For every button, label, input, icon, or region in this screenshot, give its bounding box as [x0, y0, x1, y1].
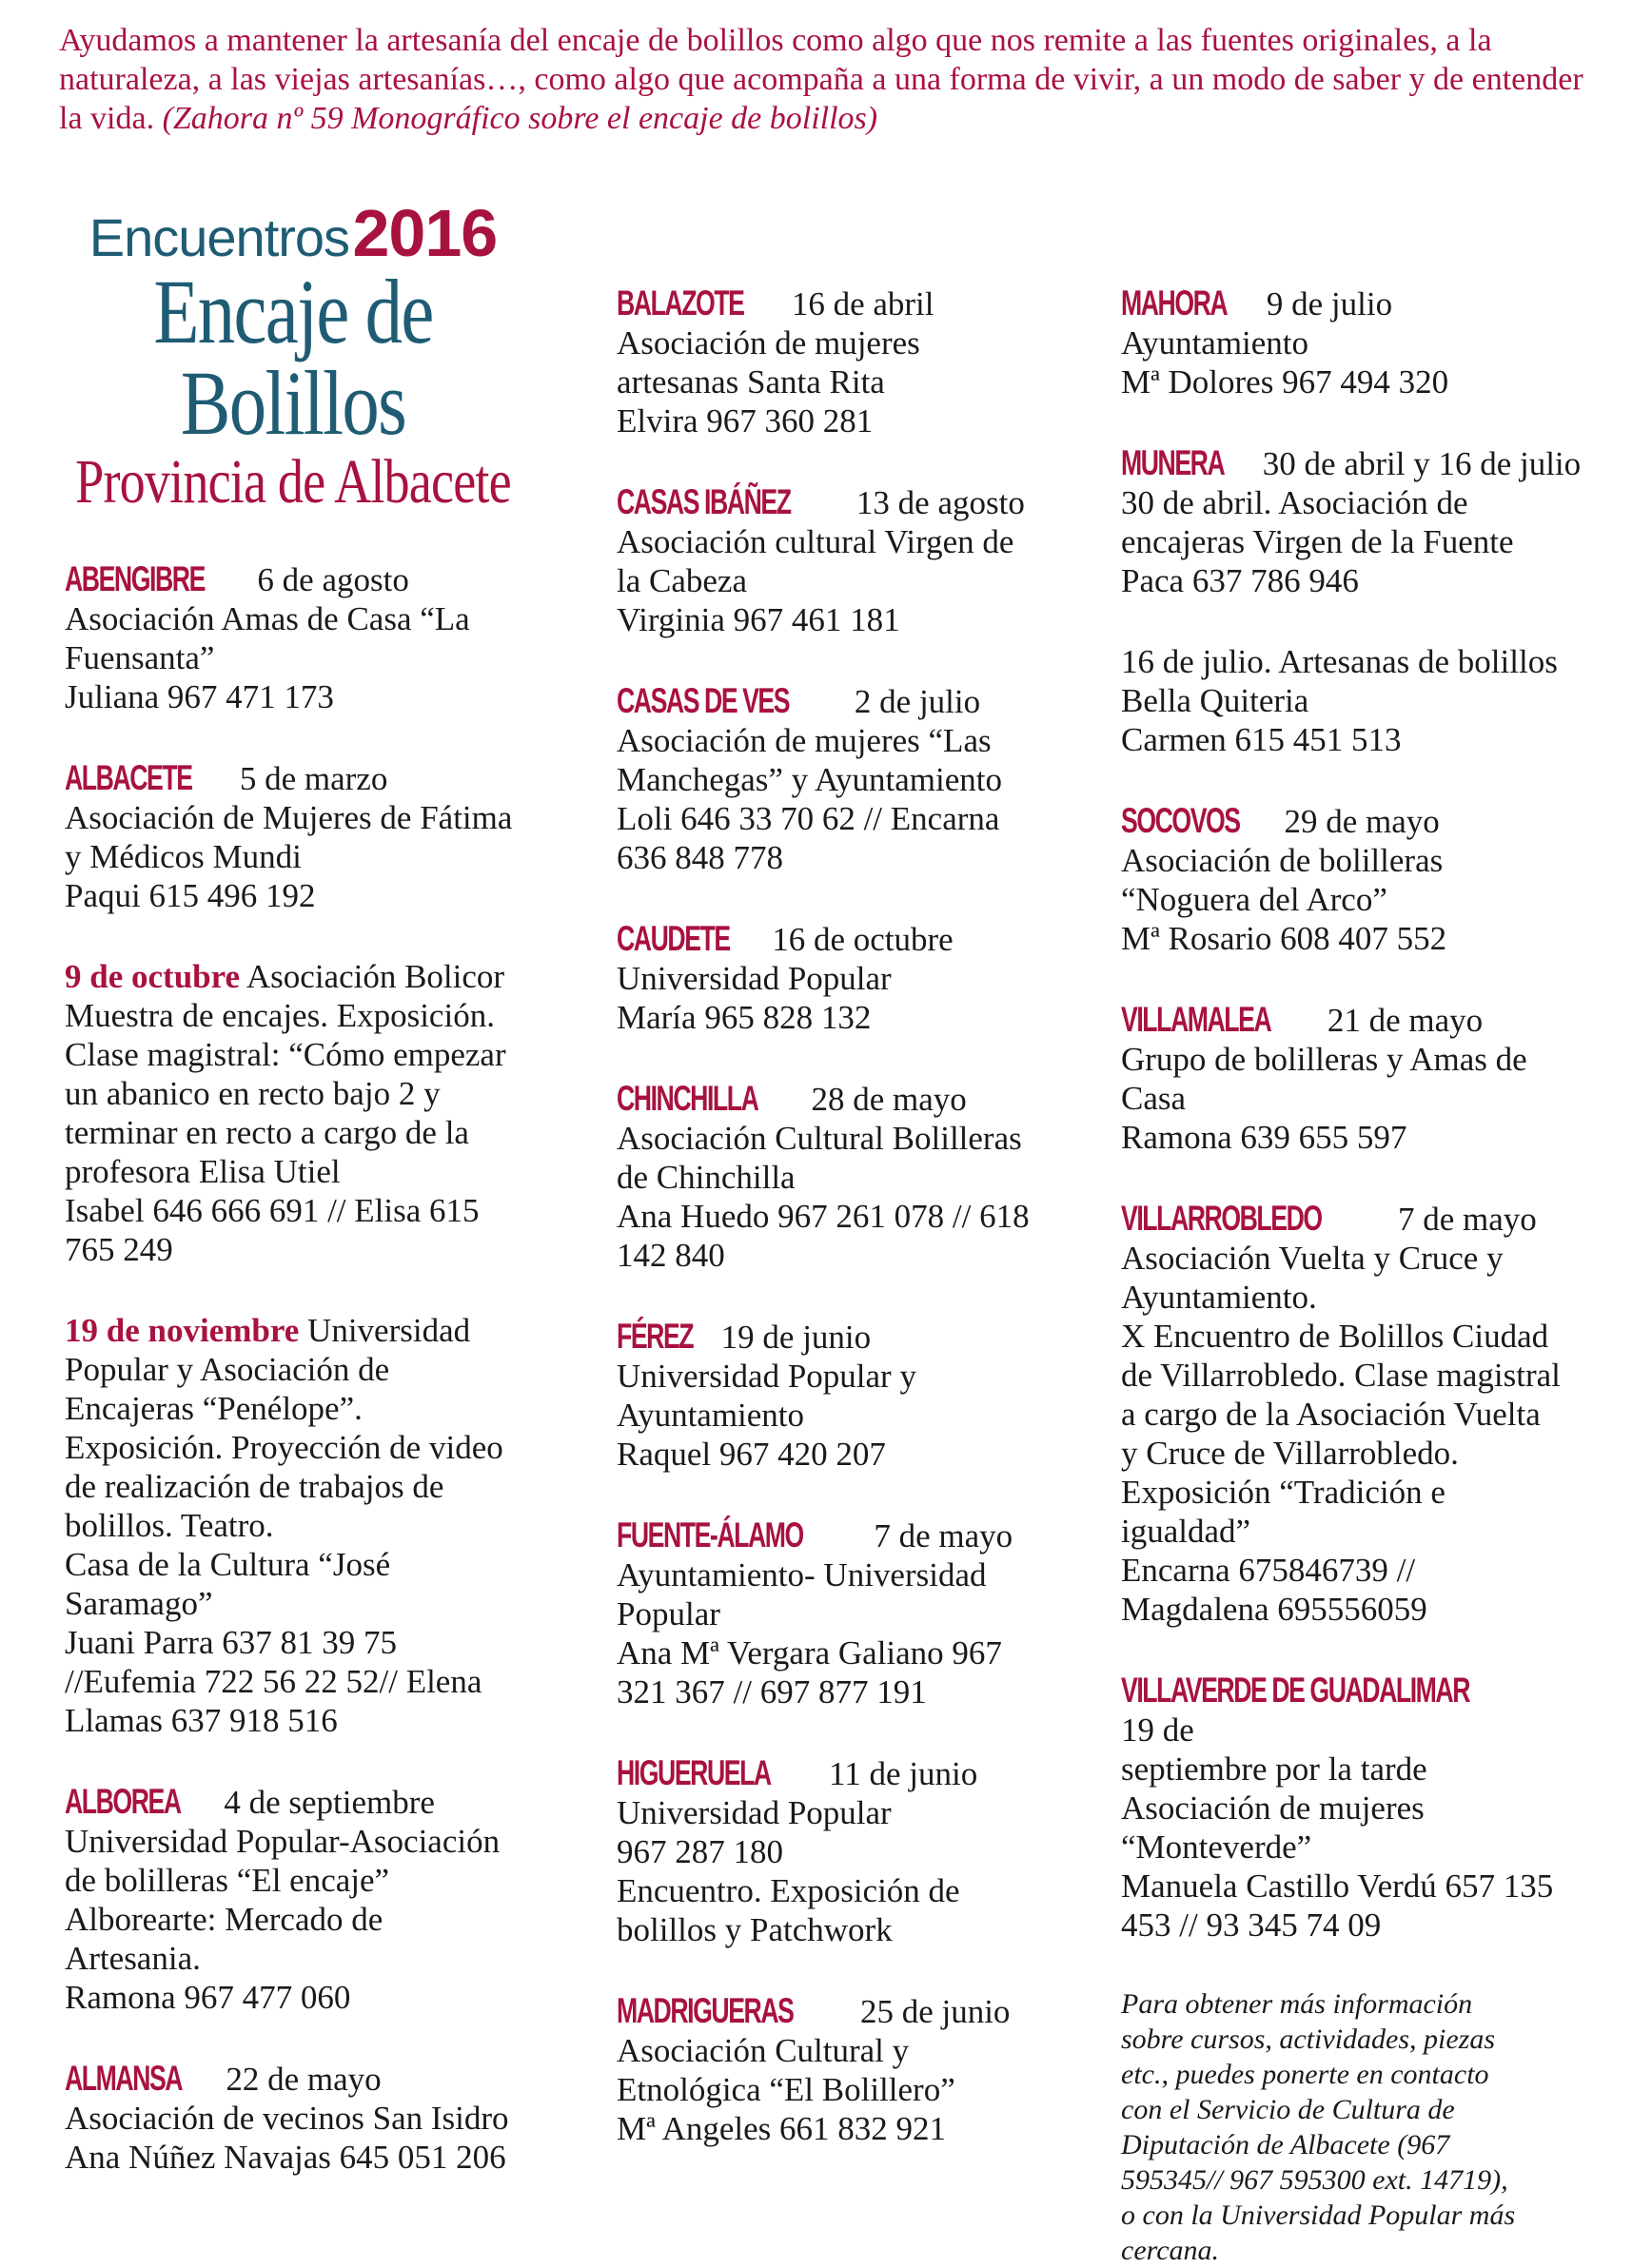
event-detail-line: Ramona 967 477 060 — [65, 1979, 351, 2016]
event-detail-line: Muestra de encajes. Exposición. — [65, 997, 495, 1034]
event-heading — [65, 559, 579, 599]
title-encuentros: Encuentros — [88, 207, 350, 267]
event-heading — [617, 284, 1102, 323]
event-detail-line: Universidad Popular — [617, 1794, 892, 1831]
event-heading — [65, 1311, 579, 1350]
event-date: 22 de mayo — [226, 2061, 382, 2098]
event-entry — [617, 284, 1102, 440]
event-detail-line: Clase magistral: “Cómo empezar — [65, 1036, 506, 1073]
info-note-line: con el Servicio de Cultura de — [1121, 2094, 1455, 2125]
event-entry — [65, 1782, 579, 2017]
info-note-line: etc., puedes ponerte en contacto — [1121, 2059, 1489, 2090]
event-entry — [617, 1515, 1102, 1711]
event-date: 9 de julio — [1266, 285, 1393, 323]
event-detail-line: profesora Elisa Utiel — [65, 1153, 341, 1190]
column-1 — [65, 559, 579, 2219]
event-detail-line: Asociación Vuelta y Cruce y — [1121, 1240, 1504, 1277]
event-detail-line: de bolilleras “El encaje” — [65, 1862, 390, 1899]
event-detail-line: terminar en recto a cargo de la — [65, 1114, 469, 1151]
event-date: 5 de marzo — [239, 760, 388, 797]
event-detail-line: Llamas 637 918 516 — [65, 1702, 338, 1739]
event-detail-line: Popular y Asociación de — [65, 1351, 390, 1388]
event-detail-line: Etnológica “El Bolillero” — [617, 2071, 955, 2108]
event-detail-line: Alborearte: Mercado de — [65, 1901, 384, 1938]
info-note-line: 595345// 967 595300 ext. 14719), — [1121, 2164, 1508, 2196]
event-date: 19 de junio — [720, 1319, 872, 1356]
event-date: 7 de mayo — [1398, 1201, 1537, 1238]
event-heading — [617, 1753, 1102, 1793]
event-detail-line: Grupo de bolilleras y Amas de — [1121, 1041, 1527, 1078]
info-note-line: Diputación de Albacete (967 — [1121, 2129, 1450, 2160]
event-entry — [617, 1753, 1102, 1949]
event-detail-line: Fuensanta” — [65, 639, 215, 676]
event-detail-line: X Encuentro de Bolillos Ciudad — [1121, 1318, 1549, 1355]
event-detail-line: Mª Rosario 608 407 552 — [1121, 920, 1447, 957]
event-detail-line: Ayuntamiento — [617, 1397, 805, 1434]
event-heading — [1121, 1199, 1616, 1239]
event-entry — [1121, 284, 1616, 401]
event-entry — [65, 559, 579, 716]
event-entry — [65, 1311, 579, 1740]
event-detail-line: //Eufemia 722 56 22 52// Elena — [65, 1663, 482, 1700]
event-detail-line: Exposición “Tradición e — [1121, 1474, 1446, 1511]
event-date: 19 de — [1121, 1711, 1194, 1749]
event-place: CASAS IBÁÑEZ — [617, 482, 791, 521]
event-place: ALBOREA — [65, 1782, 181, 1821]
event-heading — [617, 1515, 1102, 1555]
event-detail-line: Manuela Castillo Verdú 657 135 — [1121, 1867, 1554, 1905]
event-detail-line: de realización de trabajos de — [65, 1468, 444, 1505]
title-line-1 — [27, 196, 560, 270]
event-detail-line: 765 249 — [65, 1231, 173, 1268]
info-note-line: cercana. — [1121, 2235, 1220, 2266]
event-detail-line: Elvira 967 360 281 — [617, 402, 874, 440]
event-place: ALBACETE — [65, 758, 192, 797]
event-heading — [617, 482, 1102, 522]
event-detail-line: Ana Mª Vergara Galiano 967 — [617, 1634, 1002, 1672]
event-detail-line: 142 840 — [617, 1237, 725, 1274]
event-detail-line: Popular — [617, 1595, 720, 1633]
event-place: VILLARROBLEDO — [1121, 1199, 1322, 1238]
event-detail-line: Asociación de mujeres — [1121, 1789, 1425, 1827]
event-detail-line: Ayuntamiento. — [1121, 1279, 1317, 1316]
event-date: 7 de mayo — [874, 1517, 1013, 1554]
event-date: 28 de mayo — [811, 1081, 967, 1118]
event-heading — [65, 957, 579, 996]
event-detail-line: Juani Parra 637 81 39 75 — [65, 1624, 397, 1661]
event-detail-line: bolillos y Patchwork — [617, 1911, 893, 1948]
event-place: CASAS DE VES — [617, 681, 790, 720]
event-detail-line: Artesania. — [65, 1940, 201, 1977]
info-note-line: Para obtener más información — [1121, 1988, 1473, 2020]
event-place: MAHORA — [1121, 284, 1228, 323]
event-detail-line: Paca 637 786 946 — [1121, 562, 1359, 599]
event-detail-line: la Cabeza — [617, 562, 747, 599]
event-heading — [1121, 801, 1616, 841]
event-detail-line: Saramago” — [65, 1585, 213, 1622]
event-detail-line: Magdalena 695556059 — [1121, 1591, 1427, 1628]
event-heading — [617, 919, 1102, 959]
event-detail-line: Asociación de mujeres — [617, 324, 920, 362]
event-place: MADRIGUERAS — [617, 1991, 794, 2030]
event-detail-line: Asociación de vecinos San Isidro — [65, 2100, 509, 2137]
event-detail-line: Universidad Popular — [617, 960, 892, 997]
event-detail-line: Encarna 675846739 // — [1121, 1552, 1416, 1589]
event-heading — [65, 2059, 579, 2099]
event-detail-line: de Villarrobledo. Clase magistral — [1121, 1357, 1561, 1394]
intro-text: Ayudamos a mantener la artesanía del encaje de bolillos como algo que nos remite a las fuentes originales, a la naturaleza, a las viejas artesanías…, como algo que acompaña a una forma de vivir, a un modo de saber y de entender la vida. — [59, 23, 1583, 136]
title-provincia: Provincia de Albacete — [75, 447, 511, 517]
event-entry — [65, 957, 579, 1269]
event-heading — [1121, 284, 1616, 323]
page-title — [27, 196, 560, 517]
event-heading — [1121, 1000, 1616, 1040]
event-heading — [65, 758, 579, 798]
event-detail-line: 967 287 180 — [617, 1833, 783, 1870]
event-heading — [617, 1079, 1102, 1119]
event-entry — [1121, 801, 1616, 958]
event-heading — [617, 681, 1102, 721]
event-detail-line: 321 367 // 697 877 191 — [617, 1673, 927, 1711]
title-year: 2016 — [352, 196, 498, 270]
event-detail-line: y Médicos Mundi — [65, 838, 302, 875]
event-entry — [617, 1079, 1102, 1275]
event-detail-line: Isabel 646 666 691 // Elisa 615 — [65, 1192, 480, 1229]
event-detail-line: Exposición. Proyección de video — [65, 1429, 503, 1466]
event-entry — [65, 758, 579, 915]
event-place: MUNERA — [1121, 443, 1225, 482]
event-heading — [65, 1782, 579, 1822]
event-heading — [617, 1991, 1102, 2031]
event-detail-line: bolillos. Teatro. — [65, 1507, 274, 1544]
intro-quote — [59, 21, 1601, 138]
event-detail-line: Asociación Cultural Bolilleras — [617, 1120, 1022, 1157]
event-date-highlight: 9 de octubre — [65, 958, 241, 995]
event-detail-line: a cargo de la Asociación Vuelta — [1121, 1396, 1541, 1433]
event-entry — [1121, 1000, 1616, 1157]
event-date: 25 de junio — [859, 1993, 1011, 2030]
event-detail-line: igualdad” — [1121, 1513, 1251, 1550]
event-detail-line: Encuentro. Exposición de — [617, 1872, 960, 1909]
event-detail-line: Asociación Amas de Casa “La — [65, 600, 470, 637]
intro-citation: (Zahora nº 59 Monográfico sobre el encaje de bolillos) — [162, 101, 878, 136]
event-entry — [65, 2059, 579, 2177]
event-place: CHINCHILLA — [617, 1079, 758, 1118]
event-detail-line: María 965 828 132 — [617, 999, 872, 1036]
event-detail-line: Bella Quiteria — [1121, 682, 1309, 719]
event-entry — [1121, 1199, 1616, 1629]
event-detail-line: Carmen 615 451 513 — [1121, 721, 1402, 758]
event-heading — [617, 1317, 1102, 1357]
event-detail-line: Manchegas” y Ayuntamiento — [617, 761, 1003, 798]
event-detail-line: Mª Dolores 967 494 320 — [1121, 363, 1449, 401]
event-detail-line: Virginia 967 461 181 — [617, 601, 900, 638]
event-entry — [617, 1991, 1102, 2148]
event-place: ABENGIBRE — [65, 559, 205, 598]
event-date: 30 de abril y 16 de julio — [1262, 445, 1582, 482]
column-3 — [1121, 284, 1616, 2268]
event-date-highlight: 19 de noviembre — [65, 1312, 300, 1349]
event-detail-line: encajeras Virgen de la Fuente — [1121, 523, 1514, 560]
event-entry — [617, 1317, 1102, 1474]
event-detail-line: Casa — [1121, 1080, 1187, 1117]
event-place: FÉREZ — [617, 1317, 694, 1356]
event-detail-line: Encajeras “Penélope”. — [65, 1390, 363, 1427]
event-detail-line: Asociación Cultural y — [617, 2032, 910, 2069]
title-encaje: Encaje de Bolillos — [153, 261, 433, 454]
event-detail-line: septiembre por la tarde — [1121, 1750, 1427, 1788]
event-detail-line: Ramona 639 655 597 — [1121, 1119, 1407, 1156]
event-detail-line: Ana Huedo 967 261 078 // 618 — [617, 1198, 1030, 1235]
event-detail-line: Asociación de mujeres “Las — [617, 722, 992, 759]
event-place: HIGUERUELA — [617, 1753, 771, 1792]
event-place: VILLAMALEA — [1121, 1000, 1271, 1039]
event-date: 16 de octubre — [772, 921, 954, 958]
event-detail-line: Loli 646 33 70 62 // Encarna — [617, 800, 1000, 837]
event-entry — [617, 681, 1102, 877]
info-note — [1121, 1986, 1616, 2268]
info-note-line: sobre cursos, actividades, piezas — [1121, 2024, 1496, 2055]
event-detail-line: 636 848 778 — [617, 839, 783, 876]
event-date: 6 de agosto — [257, 561, 409, 598]
event-detail-line: Juliana 967 471 173 — [65, 678, 334, 715]
event-date: Universidad — [307, 1312, 471, 1349]
event-entry — [1121, 1671, 1616, 1945]
event-detail-line: Mª Angeles 661 832 921 — [617, 2110, 947, 2147]
event-date: 11 de junio — [829, 1755, 978, 1792]
event-entry — [617, 482, 1102, 639]
event-detail-line: Ayuntamiento — [1121, 324, 1309, 362]
event-place: CAUDETE — [617, 919, 730, 958]
event-detail-line: de Chinchilla — [617, 1159, 796, 1196]
event-place: ALMANSA — [65, 2059, 183, 2098]
event-detail-line: Paqui 615 496 192 — [65, 877, 316, 914]
event-detail-line: Casa de la Cultura “José — [65, 1546, 391, 1583]
event-place: FUENTE-ÁLAMO — [617, 1515, 803, 1554]
event-detail-line: y Cruce de Villarrobledo. — [1121, 1435, 1459, 1472]
event-date: 29 de mayo — [1284, 803, 1440, 840]
event-detail-line: Universidad Popular y — [617, 1358, 916, 1395]
event-detail-line: 30 de abril. Asociación de — [1121, 484, 1468, 521]
event-heading — [1121, 1671, 1616, 1750]
event-place: BALAZOTE — [617, 284, 744, 323]
event-date: Asociación Bolicor — [246, 958, 505, 995]
event-entry — [1121, 642, 1616, 759]
event-detail-line: “Monteverde” — [1121, 1828, 1312, 1866]
info-note-line: o con la Universidad Popular más — [1121, 2200, 1516, 2231]
event-entry — [1121, 443, 1616, 600]
event-date: 21 de mayo — [1327, 1002, 1484, 1039]
event-detail-line: 16 de julio. Artesanas de bolillos — [1121, 643, 1558, 680]
event-heading — [1121, 443, 1616, 483]
event-date: 13 de agosto — [856, 484, 1025, 521]
event-detail-line: Asociación cultural Virgen de — [617, 523, 1014, 560]
event-entry — [617, 919, 1102, 1037]
column-2 — [617, 284, 1102, 2190]
event-detail-line: Ana Núñez Navajas 645 051 206 — [65, 2139, 506, 2176]
event-detail-line: un abanico en recto bajo 2 y — [65, 1075, 441, 1112]
event-date: 16 de abril — [791, 285, 934, 323]
event-place: VILLAVERDE DE GUADALIMAR — [1121, 1671, 1470, 1710]
event-date: 4 de septiembre — [224, 1784, 435, 1821]
event-detail-line: 453 // 93 345 74 09 — [1121, 1906, 1382, 1944]
event-detail-line: Universidad Popular-Asociación — [65, 1823, 501, 1860]
event-detail-line: Asociación de bolilleras — [1121, 842, 1444, 879]
event-date: 2 de julio — [854, 683, 981, 720]
event-detail-line: Raquel 967 420 207 — [617, 1436, 886, 1473]
event-place: SOCOVOS — [1121, 801, 1240, 840]
event-detail-line: artesanas Santa Rita — [617, 363, 885, 401]
event-detail-line: “Noguera del Arco” — [1121, 881, 1387, 918]
event-detail-line: Ayuntamiento- Universidad — [617, 1556, 987, 1593]
event-detail-line: Asociación de Mujeres de Fátima — [65, 799, 513, 836]
